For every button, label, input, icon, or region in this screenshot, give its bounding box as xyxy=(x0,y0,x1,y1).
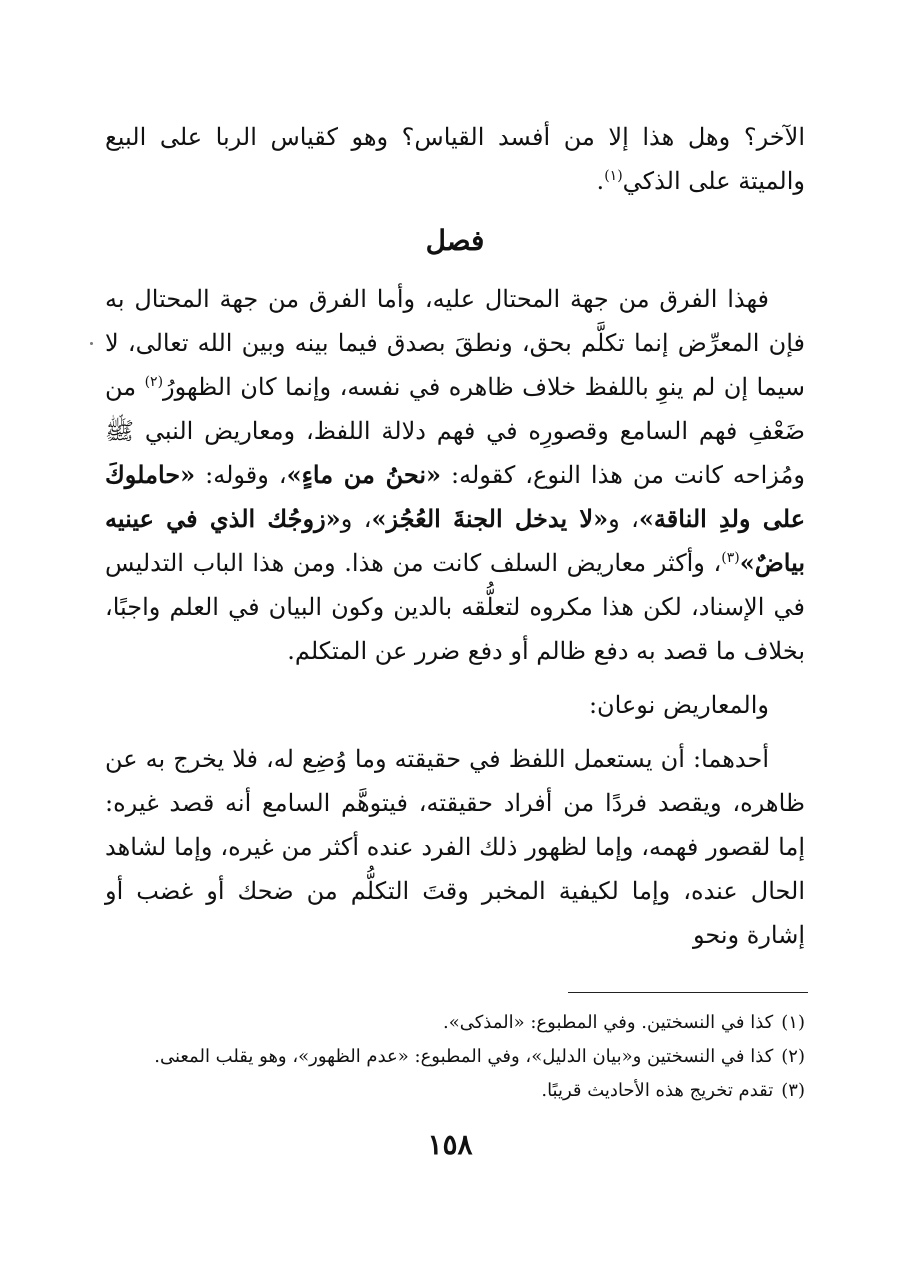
paragraph-first-type: أحدهما: أن يستعمل اللفظ في حقيقته وما وُضِع له، فلا يخرج به عن ظاهره، ويقصد فردًا من أفراد حقيقته، فيتوهَّم السامع أنه قصد غيره: إما لقصور فهمه، وإما لظهور ذلك الفرد عنده أكثر من غيره، وإما لشاهد الحال عنده، وإما لكيفية المخبر وقتَ التكلُّم من ضحك أو غضب أو إشارة ونحو xyxy=(105,745,805,949)
quote-4: «زوجُك الذي في عينيه بياضٌ» xyxy=(105,504,805,577)
footnote-ref-3: (٣) xyxy=(721,550,740,566)
quote-1: «نحنُ من ماءٍ» xyxy=(286,460,442,489)
footnote-ref-2: (٢) xyxy=(144,374,164,390)
page-number: ١٥٨ xyxy=(427,1128,473,1161)
scan-speck xyxy=(90,342,93,345)
paragraph-types: والمعاريض نوعان: xyxy=(588,691,769,719)
quote-3: «لا يدخل الجنةَ العُجُز» xyxy=(371,504,609,533)
footnote-3: (٣) تقدم تخريج هذه الأحاديث قريبًا. xyxy=(541,1080,805,1101)
section-heading: فصل xyxy=(425,224,485,257)
paragraph-difference: فهذا الفرق من جهة المحتال عليه، وأما الفرق من جهة المحتال به فإن المعرِّض إنما تكلَّم بحق، ونطقَ بصدق فيما بينه وبين الله تعالى، لا سيما إن لم ينوِ باللفظ خلاف ظاهره في نفسه، وإنما كان الظهورُ$^{(٢)}$ من ضَعْفِ فهم السامع وقصورِه في فهم دلالة اللفظ، ومعاريض النبي ﷺ ومُزاحه كانت من هذا النوع، كقوله: «نحنُ من ماءٍ»، وقوله: «حاملوكَ على ولدِ الناقة»، و«لا يدخل الجنةَ العُجُز»، و«زوجُك الذي في عينيه بياضٌ»$^{(٣)}$، وأكثر معاريض السلف كانت من هذا. ومن هذا الباب التدليس في الإسناد، لكن هذا مكروه لتعلُّقه بالدين وكون البيان في العلم واجبًا، بخلاف ما قصد به دفع ظالم أو دفع ضرر عن المتكلم. xyxy=(105,285,806,665)
footnote-2: (٢) كذا في النسختين و«بيان الدليل»، وفي المطبوع: «عدم الظهور»، وهو يقلب المعنى. xyxy=(154,1046,805,1067)
main-text xyxy=(105,115,805,957)
paragraph-continued: الآخر؟ وهل هذا إلا من أفسد القياس؟ وهو كقياس الربا على البيع والميتة على الذكي$^{(١)}$. xyxy=(105,123,805,195)
footnote-1: (١) كذا في النسختين. وفي المطبوع: «المذكى». xyxy=(442,1012,805,1033)
footnotes xyxy=(105,1006,805,1108)
quote-2: «حاملوكَ على ولدِ الناقة» xyxy=(105,460,806,533)
footnote-ref-1: (١) xyxy=(604,168,623,184)
footnote-divider xyxy=(568,992,808,993)
